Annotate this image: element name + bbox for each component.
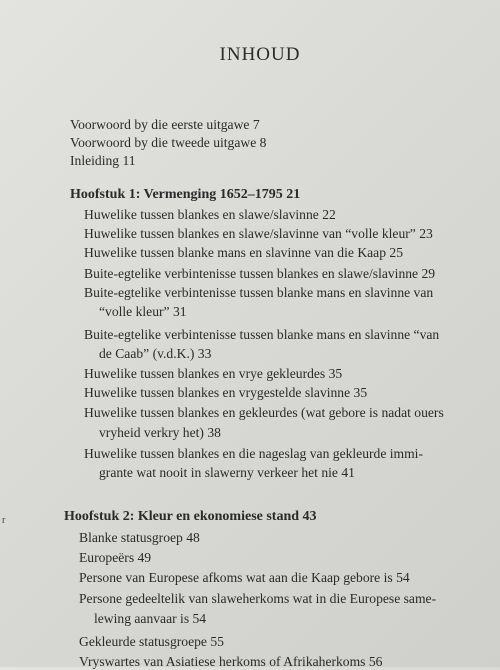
toc-entry: Huwelike tussen blanke mans en slavinne van die Kaap 25: [84, 245, 403, 260]
toc-entry: Buite-egtelike verbintenisse tussen blanke mans en slavinne “van: [84, 327, 440, 342]
margin-mark: r: [2, 515, 6, 526]
toc-entry: Huwelike tussen blankes en gekleurdes (wat gebore is nadat ouers: [84, 405, 444, 420]
toc-entry: Blanke statusgroep 48: [79, 530, 200, 545]
toc-entry-continuation: grante wat nooit in slawerny verkeer het nie 41: [99, 465, 355, 480]
chapter-heading-2: Hoofstuk 2: Kleur en ekonomiese stand 43: [64, 509, 317, 524]
toc-entry-foreword-first: Voorwoord by die eerste uitgawe 7: [70, 117, 260, 132]
toc-entry: Europeërs 49: [79, 550, 152, 565]
toc-entry: Huwelike tussen blankes en vrye gekleurdes 35: [84, 366, 343, 381]
toc-entry-introduction: Inleiding 11: [70, 153, 136, 168]
toc-entry: Persone gedeeltelik van slaweherkoms wat in die Europese same-: [79, 591, 437, 606]
toc-entry-continuation: vryheid verkry het) 38: [99, 425, 221, 440]
toc-entry: Vryswartes van Asiatiese herkoms of Afrikaherkoms 56: [79, 654, 383, 669]
chapter-heading-1: Hoofstuk 1: Vermenging 1652–1795 21: [70, 187, 301, 202]
toc-entry-continuation: “volle kleur” 31: [99, 304, 187, 319]
toc-entry-continuation: de Caab” (v.d.K.) 33: [99, 346, 212, 361]
toc-entry-foreword-second: Voorwoord by die tweede uitgawe 8: [70, 135, 267, 150]
toc-entry: Buite-egtelike verbintenisse tussen blanke mans en slavinne van: [84, 285, 434, 300]
toc-entry: Huwelike tussen blankes en die nageslag van gekleurde immi-: [84, 446, 423, 461]
toc-entry: Huwelike tussen blankes en vrygestelde slavinne 35: [84, 385, 368, 400]
page-title: INHOUD: [219, 44, 301, 65]
toc-entry: Persone van Europese afkoms wat aan die Kaap gebore is 54: [79, 570, 410, 585]
toc-entry: Buite-egtelike verbintenisse tussen blankes en slawe/slavinne 29: [84, 266, 436, 281]
toc-entry-continuation: lewing aanvaar is 54: [94, 611, 207, 626]
toc-entry: Gekleurde statusgroepe 55: [79, 634, 224, 649]
toc-entry: Huwelike tussen blankes en slawe/slavinne 22: [84, 207, 336, 222]
toc-entry: Huwelike tussen blankes en slawe/slavinne van “volle kleur” 23: [84, 226, 433, 241]
